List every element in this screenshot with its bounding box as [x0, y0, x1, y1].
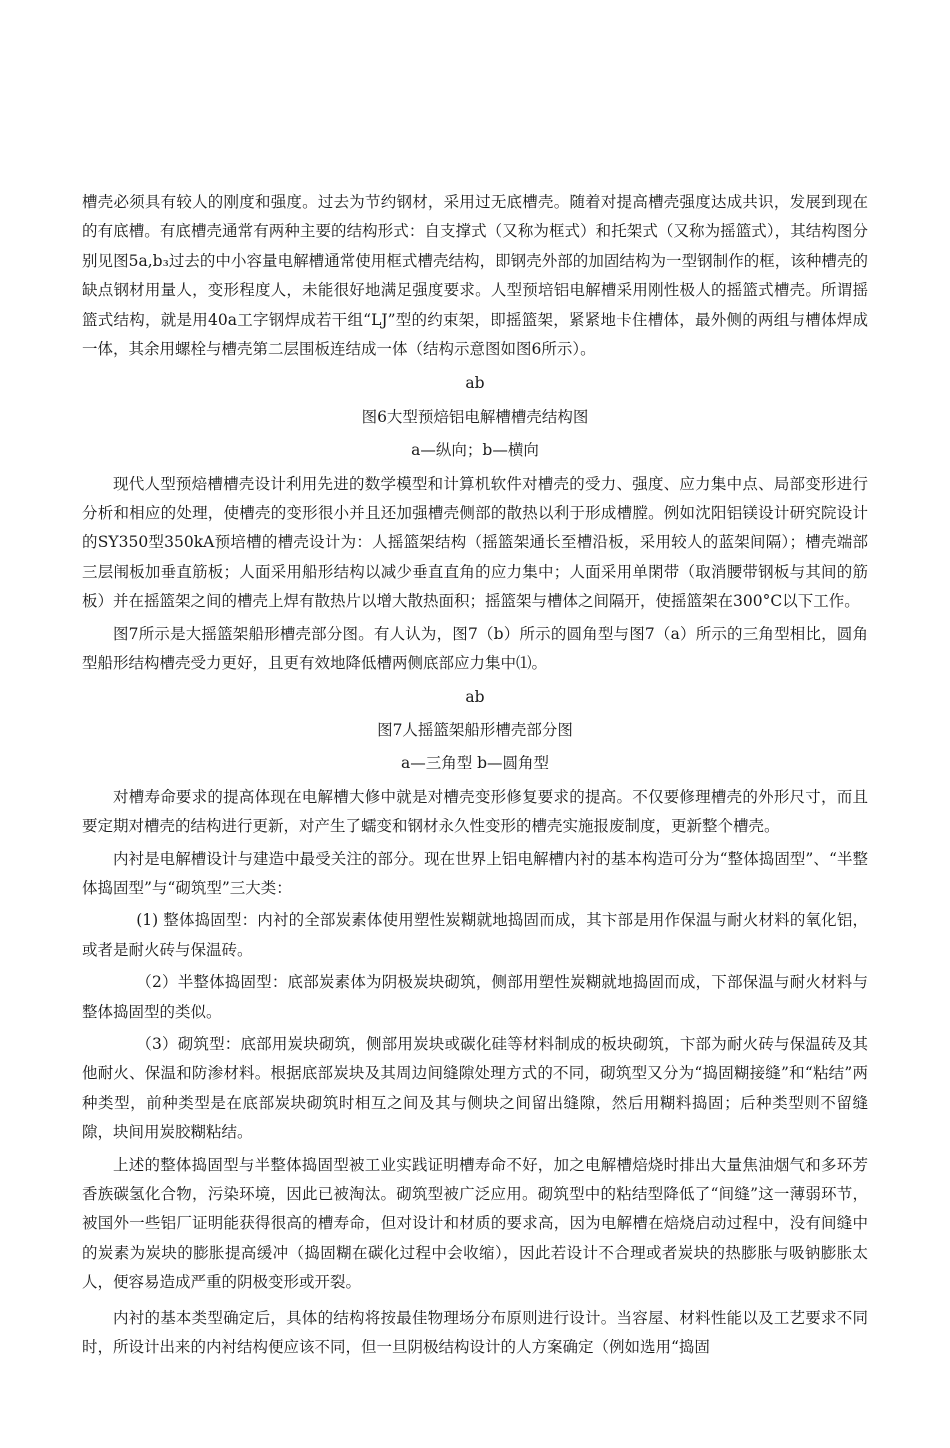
figure-7-panel-label: ab: [465, 687, 485, 706]
paragraph-modern-design: 现代人型预焙槽槽壳设计利用先进的数学模型和计算机软件对槽壳的受力、强度、应力集中点、局部变形进行分析和相应的处理，使槽壳的变形很小并且还加强槽壳侧部的散热以利于形成槽膛。例如沈阳铝镁设计研究院设计的SY350型350kA预培槽的槽壳设计为：人摇篮架结构（摇篮架通长至槽沿板，采用较人的蓝架间隔）；槽壳端部三层闱板加垂直筋板；人面采用船形结构以减少垂直直角的应力集中；人面采用单閑带（取消腰带钢板与其间的筋板）并在摇篮架之间的槽壳上焊有散热片以增大散热面积；摇篮架与槽体之间隔开，使摇篮架在300°C以下工作。: [82, 474, 868, 611]
list-item-masonry: （3）砌筑型：底部用炭块砌筑，侧部用炭块或碳化硅等材料制成的板块砌筑，卞部为耐火砖与保温砖及其他耐火、保温和防渗材料。根据底部炭块及其周边间缝隙处理方式的不同，砌筑型又分为“捣固糊接缝”和“粘结”两种类型，前种类型是在底部炭块砌筑时相互之间及其与侧块之间留出缝隙，然后用糊料捣固；后种类型则不留缝隙，块间用炭胶糊粘结。: [82, 1034, 868, 1142]
list-item-semi-monolithic: （2）半整体捣固型：底部炭素体为阴极炭块砌筑，侧部用塑性炭糊就地捣固而成，下部保温与耐火材料与整体捣固型的类似。: [82, 973, 868, 1021]
paragraph-cell-life: 对槽寿命要求的提高体现在电解槽大修中就是对槽壳变形修复要求的提高。不仅要修理槽壳的外形尺寸，而且要定期对槽壳的结构进行更新，对产生了蠕变和钢材永久性变形的槽壳实施报废制度，更新整个槽壳。: [82, 787, 868, 836]
figure-7-title: 图7人摇篮架船形槽壳部分图: [377, 720, 573, 739]
list-item-monolithic: (1) 整体捣固型：内衬的全部炭素体使用塑性炭糊就地捣固而成，其卞部是用作保温与耐火材料的氧化铝，或者是耐火砖与保温砖。: [82, 911, 868, 959]
document-page: [82, 188, 868, 1362]
figure-7-subtitle: a—三角型 b—圆角型: [400, 754, 550, 773]
paragraph-lining-design: 内衬的基本类型确定后，具体的结构将按最佳物理场分布原则进行设计。当容屋、材料性能以及工艺要求不同时，所设计出来的内衬结构便应该不同，但一旦阴极结构设计的人方案确定（例如选用“捣固: [82, 1308, 868, 1357]
paragraph-figure-7: 图7所示是大摇篮架船形槽壳部分图。有人认为，图7（b）所示的圆角型与图7（a）所示的三角型相比，圆角型船形结构槽壳受力更好，且更有效地降低槽两侧底部应力集中⑴。: [82, 624, 868, 673]
figure-6-title: 图6大型预焙铝电解槽槽壳结构图: [361, 407, 589, 426]
figure-6-panel-label: ab: [465, 374, 485, 393]
paragraph-elimination: 上述的整体捣固型与半整体捣固型被工业实践证明槽寿命不好，加之电解槽焙烧时排出大量焦油烟气和多环芳香族碳氢化合物，污染环境，因此已被淘汰。砌筑型被广泛应用。砌筑型中的粘结型降低了“间缝”这一薄弱环节，被国外一些铝厂证明能获得很高的槽寿命，但对设计和材质的要求高，因为电解槽在焙烧启动过程中，没有间缝中的炭素为炭块的膨胀提高缓冲（捣固糊在碳化过程中会收缩），因此若设计不合理或者炭块的热膨胀与吸钠膨胀太人，便容易造成严重的阴极变形或开裂。: [82, 1155, 868, 1292]
paragraph-lining: 内衬是电解槽设计与建造中最受关注的部分。现在世界上铝电解槽内衬的基本构造可分为“整体捣固型”、“半整体捣固型”与“砌筑型”三大类：: [82, 849, 868, 897]
paragraph-intro: 槽壳必须具有较人的刚度和强度。过去为节约钢材，采用过无底槽壳。随着对提高槽壳强度达成共识，发展到现在的有底槽。有底槽壳通常有两种主要的结构形式：自支撑式（又称为框式）和托架式（又称为摇篮式），其结构图分别见图5a,b₃过去的中小容量电解槽通常使用框式槽壳结构，即钢壳外部的加固结构为一型钢制作的框，该种槽壳的缺点钢材用量人，变形程度人，未能很好地满足强度要求。人型预培铝电解槽采用刚性极人的摇篮式槽壳。所谓摇篮式结构，就是用40a工字钢焊成若干组“LJ”型的约束架，即摇篮架，紧紧地卡住槽体，最外侧的两组与槽体焊成一体，其余用螺栓与槽壳第二层围板连结成一体（结构示意图如图6所示）。: [82, 193, 868, 359]
figure-6-subtitle: a—纵向；b—横向: [411, 441, 539, 460]
